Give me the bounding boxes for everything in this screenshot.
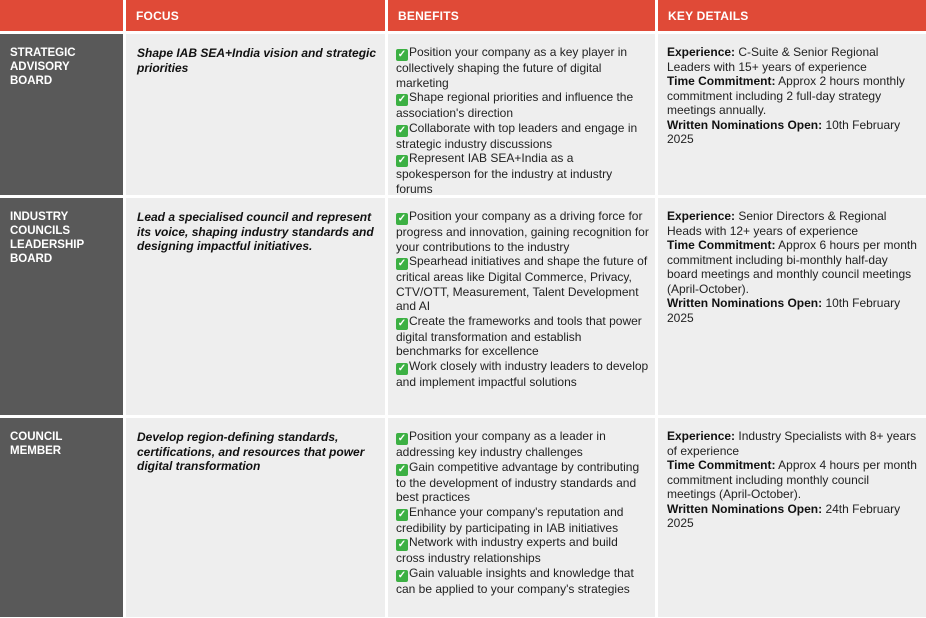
check-mark-icon: ✓ (397, 317, 407, 329)
detail-value: 10th February 2025 (667, 117, 901, 146)
detail-value: Industry Specialists with 8+ years of experience (667, 429, 917, 458)
row-title-industry-councils-leadership-board: INDUSTRY COUNCILS LEADERSHIP BOARD (0, 198, 123, 415)
detail-value: Approx 6 hours per month commitment including bi-monthly half-day board meetings and monthly council meetings (April-October). (667, 238, 917, 296)
detail-value: Senior Directors & Regional Heads with 12+ years of experience (667, 209, 887, 238)
benefit-item (396, 151, 649, 195)
focus-strategic-advisory-board: Shape IAB SEA+India vision and strategic priorities (126, 34, 385, 195)
benefits-council-member (388, 418, 655, 617)
detail-label: Time Commitment: (667, 74, 776, 88)
benefit-item (396, 254, 649, 314)
benefit-item (396, 429, 649, 460)
detail-line (667, 118, 921, 147)
check-mark-icon: ✓ (397, 94, 407, 105)
detail-line (667, 45, 921, 74)
benefit-item (396, 121, 649, 152)
check-mark-icon: ✓ (397, 213, 407, 224)
detail-label: Written Nominations Open: (667, 117, 823, 132)
check-mark-icon: ✓ (397, 49, 407, 60)
benefit-item (396, 460, 649, 505)
benefit-item (396, 209, 649, 254)
benefit-text: Position your company as a driving force for progress and innovation, gaining recognition for your contributions to the industry (396, 209, 649, 254)
details-industry-councils-leadership-board (658, 198, 926, 415)
benefits-industry-councils-leadership-board (388, 198, 655, 415)
benefit-text: Gain valuable insights and knowledge that can be applied to your company's strategies (396, 565, 634, 596)
detail-label: Experience: (667, 429, 736, 443)
detail-value: Approx 4 hours per month commitment including monthly council meetings (April-October). (667, 458, 917, 501)
detail-label: Time Commitment: (667, 238, 776, 252)
detail-label: Time Commitment: (667, 458, 776, 472)
detail-line (667, 209, 921, 238)
detail-line (667, 74, 921, 118)
focus-council-member: Develop region-defining standards, certifications, and resources that power digital transformation (126, 418, 385, 617)
benefit-item (396, 90, 649, 121)
detail-label: Written Nominations Open: (667, 501, 823, 516)
check-mark-icon: ✓ (397, 569, 407, 581)
benefit-text: Work closely with industry leaders to develop and implement impactful solutions (396, 358, 649, 389)
check-mark-icon: ✓ (397, 155, 407, 166)
benefit-text: Spearhead initiatives and shape the future of critical areas like Digital Commerce, Privacy, CTV/OTT, Measurement, Talent Development and AI (396, 254, 648, 313)
header-blank-cell (0, 0, 123, 31)
focus-industry-councils-leadership-board: Lead a specialised council and represent its voice, shaping industry standards and designing impactful initiatives. (126, 198, 385, 415)
benefit-text: Position your company as a leader in addressing key industry challenges (396, 429, 606, 459)
benefit-text: Enhance your company's reputation and credibility by participating in IAB initiatives (396, 504, 624, 535)
benefit-item (396, 535, 649, 566)
row-title-strategic-advisory-board: STRATEGIC ADVISORY BOARD (0, 34, 123, 195)
details-council-member (658, 418, 926, 617)
check-mark-icon: ✓ (397, 463, 407, 475)
details-strategic-advisory-board (658, 34, 926, 195)
detail-value: 24th February 2025 (667, 501, 901, 530)
row-title-council-member: COUNCIL MEMBER (0, 418, 123, 617)
benefit-item (396, 45, 649, 90)
detail-value: C-Suite & Senior Regional Leaders with 15+ years of experience (667, 45, 879, 74)
header-focus: FOCUS (126, 0, 385, 31)
benefit-text: Create the frameworks and tools that power digital transformation and establish benchmarks for excellence (396, 313, 642, 358)
benefit-text: Position your company as a key player in collectively shaping the future of digital marketing (396, 45, 628, 90)
check-mark-icon: ✓ (397, 539, 407, 550)
benefit-item (396, 359, 649, 390)
check-mark-icon: ✓ (397, 362, 407, 374)
detail-value: Approx 2 hours monthly commitment including 2 full-day strategy meetings annually. (667, 74, 905, 117)
benefit-item (396, 566, 649, 597)
detail-label: Experience: (667, 209, 736, 223)
check-mark-icon: ✓ (397, 433, 407, 444)
benefit-text: Collaborate with top leaders and engage in strategic industry discussions (396, 120, 638, 151)
detail-label: Experience: (667, 45, 736, 59)
header-key-details: KEY DETAILS (658, 0, 926, 31)
detail-line (667, 502, 921, 531)
benefit-text: Shape regional priorities and influence the association's direction (396, 90, 634, 120)
benefit-item (396, 505, 649, 536)
benefit-text: Represent IAB SEA+India as a spokesperson for the industry at industry forums (396, 151, 613, 195)
check-mark-icon: ✓ (397, 258, 407, 269)
detail-line (667, 429, 921, 458)
check-mark-icon: ✓ (397, 124, 407, 136)
benefit-text: Gain competitive advantage by contributing to the development of industry standards and best practices (396, 459, 640, 504)
benefit-text: Network with industry experts and build cross industry relationships (396, 535, 618, 565)
detail-line (667, 238, 921, 296)
detail-label: Written Nominations Open: (667, 296, 823, 310)
detail-value: 10th February 2025 (667, 296, 901, 325)
benefit-item (396, 314, 649, 359)
detail-line (667, 458, 921, 502)
detail-line (667, 296, 921, 325)
header-benefits: BENEFITS (388, 0, 655, 31)
benefits-strategic-advisory-board (388, 34, 655, 195)
check-mark-icon: ✓ (397, 508, 407, 520)
